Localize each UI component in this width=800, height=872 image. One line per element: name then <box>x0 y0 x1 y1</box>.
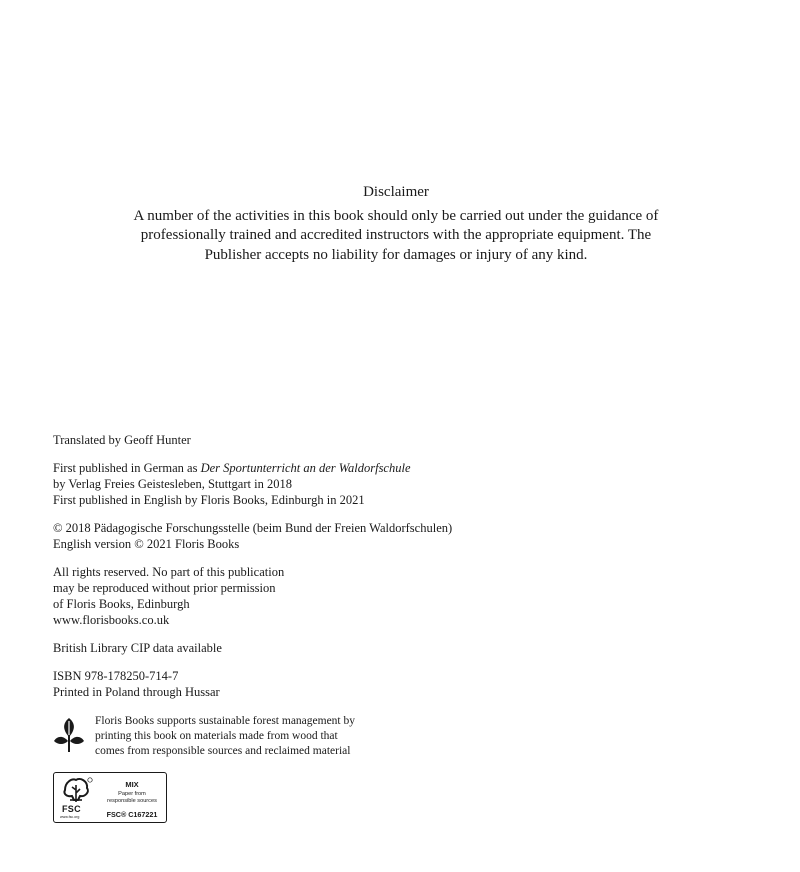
imprint-section <box>53 432 513 712</box>
translator-block <box>53 432 513 448</box>
first-published-english: First published in English by Floris Books, Edinburgh in 2021 <box>53 493 365 507</box>
rights-block <box>53 564 513 628</box>
translator-credit: Translated by Geoff Hunter <box>53 433 191 447</box>
fsc-logo <box>53 772 167 823</box>
fsc-paper-text <box>98 791 166 804</box>
fsc-wordmark: FSC <box>62 804 81 814</box>
environment-line-2: printing this book on materials made from wood that <box>95 730 338 742</box>
disclaimer-section <box>120 183 672 265</box>
isbn-block <box>53 668 513 700</box>
fsc-url: www.fsc.org <box>60 815 80 819</box>
disclaimer-text: A number of the activities in this book should only be carried out under the guidance of professionally trained and accredited instructors with the appropriate equipment. The Publisher accepts no liability for damages or injury of any kind. <box>133 207 659 263</box>
fsc-license-code: FSC® C167221 <box>106 810 158 819</box>
rights-line-1: All rights reserved. No part of this publication <box>53 565 285 579</box>
fsc-mix-label: MIX <box>125 780 139 789</box>
printed-in: Printed in Poland through Hussar <box>53 685 220 699</box>
cip-block <box>53 640 513 656</box>
environment-line-3: comes from responsible sources and reclaimed material <box>95 745 351 757</box>
fsc-paper-line-2: responsible sources <box>107 797 157 804</box>
publisher-website: www.florisbooks.co.uk <box>53 613 170 627</box>
leaf-icon <box>53 717 85 753</box>
rights-line-2: may be reproduced without prior permission <box>53 581 276 595</box>
isbn: ISBN 978-178250-714-7 <box>53 669 179 683</box>
original-publisher: by Verlag Freies Geistesleben, Stuttgart in 2018 <box>53 477 292 491</box>
fsc-paper-line-1: Paper from <box>118 791 146 797</box>
original-title: Der Sportunterricht an der Waldorfschule <box>200 461 411 475</box>
cip-data: British Library CIP data available <box>53 641 222 655</box>
rights-line-3: of Floris Books, Edinburgh <box>53 597 190 611</box>
first-published-german <box>53 460 513 476</box>
copyright-english: English version © 2021 Floris Books <box>53 537 240 551</box>
environment-line-1: Floris Books supports sustainable forest management by <box>95 715 355 727</box>
environment-text <box>95 714 415 759</box>
publication-history <box>53 460 513 508</box>
copyright-original: © 2018 Pädagogische Forschungsstelle (beim Bund der Freien Waldorfschulen) <box>53 521 453 535</box>
first-published-prefix: First published in German as <box>53 461 201 475</box>
copyright-block <box>53 520 513 552</box>
disclaimer-heading: Disclaimer <box>363 184 429 200</box>
environment-notice <box>53 714 413 760</box>
